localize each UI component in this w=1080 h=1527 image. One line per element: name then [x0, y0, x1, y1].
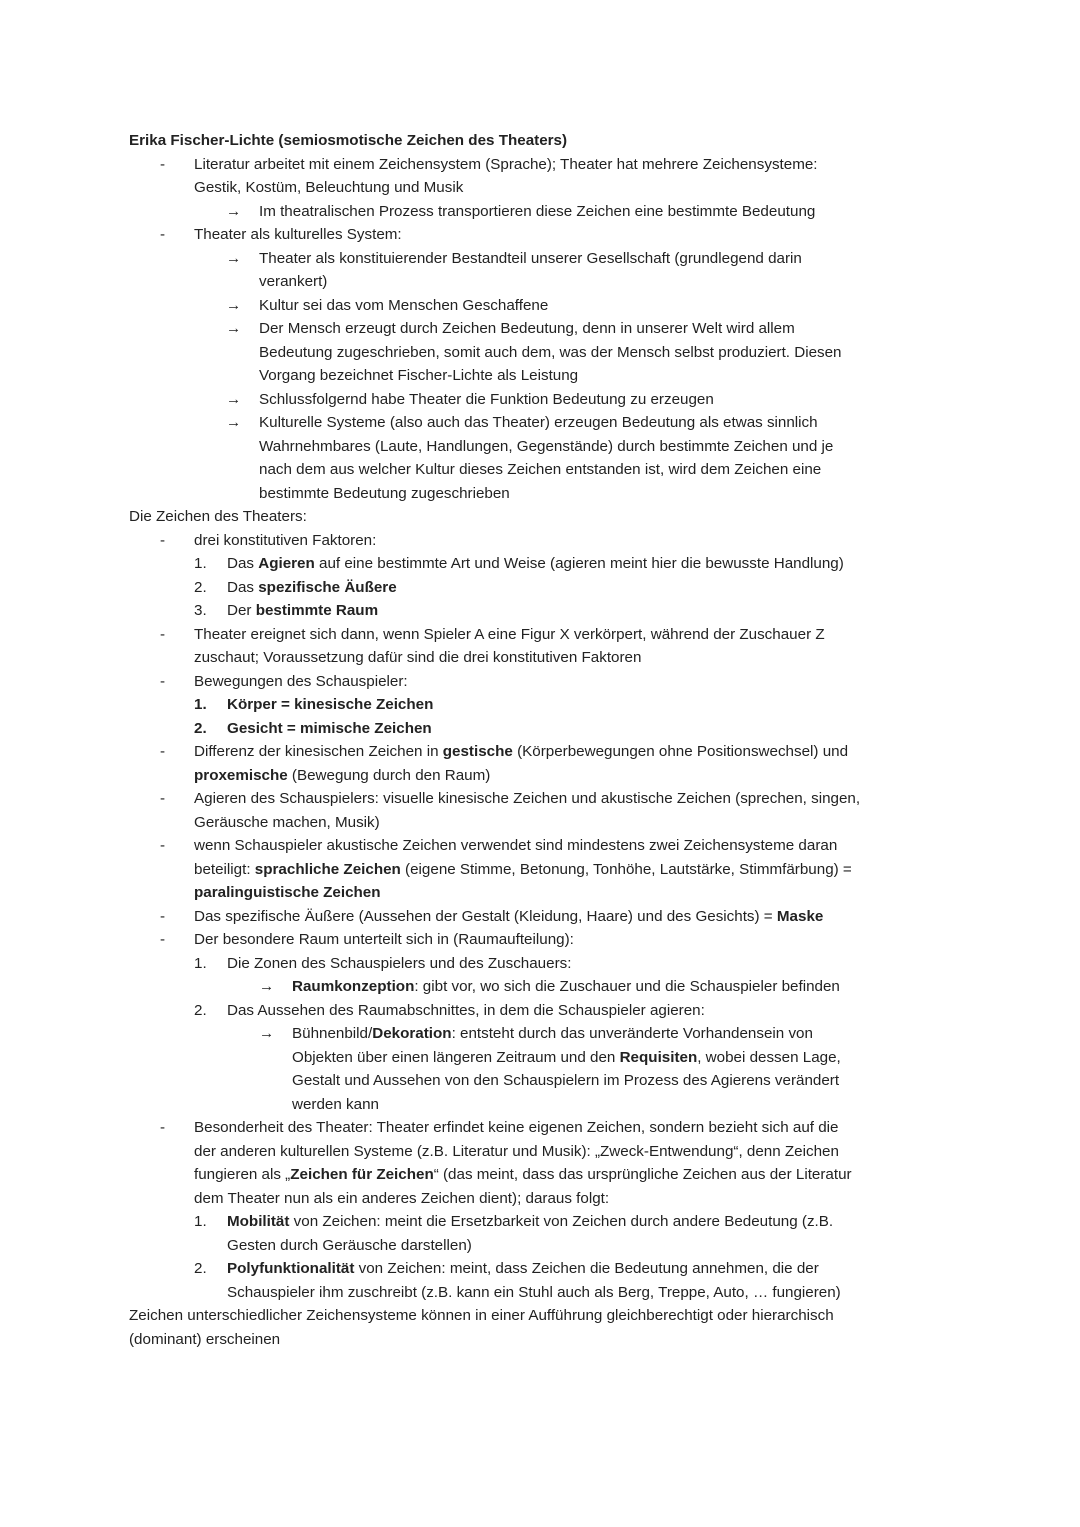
numbered-item: 2. Gesicht = mimische Zeichen [129, 717, 959, 741]
bullet-continuation: fungieren als „Zeichen für Zeichen“ (das meint, dass das ursprüngliche Zeichen aus der Literatur [194, 1166, 852, 1183]
arrow-item: → Im theatralischen Prozess transportieren diese Zeichen eine bestimmte Bedeutung [129, 200, 959, 224]
item-number: 3. [194, 602, 207, 619]
bullet-continuation: der anderen kulturellen Systeme (z.B. Literatur und Musik): „Zweck-Entwendung“, denn Zeichen [194, 1142, 839, 1160]
item-number: 1. [194, 696, 207, 713]
document-page [129, 129, 959, 1351]
bullet-item: - drei konstitutiven Faktoren: [129, 529, 959, 553]
item-number: 2. [194, 578, 207, 596]
item-number: 2. [194, 1001, 207, 1019]
numbered-item: 2. Das spezifische Äußere [129, 576, 959, 600]
bullet-continuation: dem Theater nun als ein anderes Zeichen dient); daraus folgt: [194, 1189, 610, 1207]
arrow-item: → Der Mensch erzeugt durch Zeichen Bedeutung, denn in unserer Welt wird allem [129, 317, 959, 341]
bullet-item: - Der besondere Raum unterteilt sich in (Raumaufteilung): [129, 928, 959, 952]
item-number: 2. [194, 719, 207, 737]
bullet-continuation: proxemische (Bewegung durch den Raum) [194, 766, 491, 784]
bullet-item: - wenn Schauspieler akustische Zeichen verwendet sind mindestens zwei Zeichensysteme daran [129, 834, 959, 858]
numbered-continuation: Schauspieler ihm zuschreibt (z.B. kann ein Stuhl auch als Berg, Treppe, Auto, … fungieren) [227, 1283, 841, 1301]
arrow-item: → Kulturelle Systeme (also auch das Theater) erzeugen Bedeutung als etwas sinnlich [129, 411, 959, 435]
arrow-item: → Bühnenbild/Dekoration: entsteht durch das unveränderte Vorhandensein von [129, 1022, 959, 1046]
arrow-continuation: Objekten über einen längeren Zeitraum und den Requisiten, wobei dessen Lage, [292, 1048, 841, 1066]
bullet-item: - Literatur arbeitet mit einem Zeichensystem (Sprache); Theater hat mehrere Zeichensysteme: [129, 153, 959, 177]
item-number: 1. [194, 555, 207, 572]
bullet-item: - Besonderheit des Theater: Theater erfindet keine eigenen Zeichen, sondern bezieht sich auf die [129, 1116, 959, 1140]
numbered-continuation: Gesten durch Geräusche darstellen) [227, 1236, 472, 1254]
item-number: 2. [194, 1260, 207, 1277]
document-title: Erika Fischer-Lichte (semiosmotische Zeichen des Theaters) [129, 132, 568, 149]
item-number: 1. [194, 1213, 207, 1230]
arrow-continuation: Vorgang bezeichnet Fischer-Lichte als Leistung [259, 367, 579, 384]
numbered-item: 1. Das Agieren auf eine bestimmte Art und Weise (agieren meint hier die bewusste Handlung) [129, 552, 959, 576]
arrow-item: → Kultur sei das vom Menschen Geschaffene [129, 294, 959, 318]
arrow-continuation: Bedeutung zugeschrieben, somit auch dem, was der Mensch selbst produziert. Diesen [259, 343, 842, 361]
arrow-item: → Theater als konstituierender Bestandteil unserer Gesellschaft (grundlegend darin [129, 247, 959, 271]
bullet-continuation: zuschaut; Voraussetzung dafür sind die drei konstitutiven Faktoren [194, 649, 642, 666]
arrow-continuation: nach dem aus welcher Kultur dieses Zeichen entstanden ist, wird dem Zeichen eine [259, 461, 822, 478]
item-number: 1. [194, 954, 207, 972]
section-heading: Die Zeichen des Theaters: [129, 508, 307, 525]
arrow-item: → Raumkonzeption: gibt vor, wo sich die Zuschauer und die Schauspieler befinden [129, 975, 959, 999]
arrow-continuation: bestimmte Bedeutung zugeschrieben [259, 484, 510, 502]
bullet-item: - Das spezifische Äußere (Aussehen der Gestalt (Kleidung, Haare) und des Gesichts) = Maske [129, 905, 959, 929]
numbered-item: 1. Körper = kinesische Zeichen [129, 693, 959, 717]
arrow-continuation: werden kann [292, 1095, 379, 1113]
bullet-item: - Differenz der kinesischen Zeichen in gestische (Körperbewegungen ohne Positionswechsel) und [129, 740, 959, 764]
bullet-continuation: beteiligt: sprachliche Zeichen (eigene Stimme, Betonung, Tonhöhe, Lautstärke, Stimmfärbung) = [194, 860, 852, 878]
numbered-item: 3. Der bestimmte Raum [129, 599, 959, 623]
bullet-continuation: Gestik, Kostüm, Beleuchtung und Musik [194, 179, 464, 196]
arrow-continuation: Wahrnehmbares (Laute, Handlungen, Gegenstände) durch bestimmte Zeichen und je [259, 437, 834, 455]
numbered-item: 1. Mobilität von Zeichen: meint die Ersetzbarkeit von Zeichen durch andere Bedeutung (z.B. [129, 1210, 959, 1234]
numbered-item: 1. Die Zonen des Schauspielers und des Zuschauers: [129, 952, 959, 976]
arrow-continuation: verankert) [259, 273, 328, 290]
numbered-item: 2. Das Aussehen des Raumabschnittes, in dem die Schauspieler agieren: [129, 999, 959, 1023]
bullet-continuation: paralinguistische Zeichen [194, 884, 381, 901]
bullet-continuation: Geräusche machen, Musik) [194, 813, 380, 831]
bullet-item: - Theater als kulturelles System: [129, 223, 959, 247]
bullet-item: - Theater ereignet sich dann, wenn Spieler A eine Figur X verkörpert, während der Zuschauer Z [129, 623, 959, 647]
closing-paragraph: (dominant) erscheinen [129, 1330, 281, 1348]
bullet-item: - Bewegungen des Schauspieler: [129, 670, 959, 694]
closing-paragraph: Zeichen unterschiedlicher Zeichensysteme können in einer Aufführung gleichberechtigt oder hierarchisch [129, 1307, 834, 1324]
numbered-item: 2. Polyfunktionalität von Zeichen: meint, dass Zeichen die Bedeutung annehmen, die der [129, 1257, 959, 1281]
bullet-item: - Agieren des Schauspielers: visuelle kinesische Zeichen und akustische Zeichen (sprechen, singen, [129, 787, 959, 811]
arrow-continuation: Gestalt und Aussehen von den Schauspielern im Prozess des Agierens verändert [292, 1072, 840, 1089]
arrow-item: → Schlussfolgernd habe Theater die Funktion Bedeutung zu erzeugen [129, 388, 959, 412]
